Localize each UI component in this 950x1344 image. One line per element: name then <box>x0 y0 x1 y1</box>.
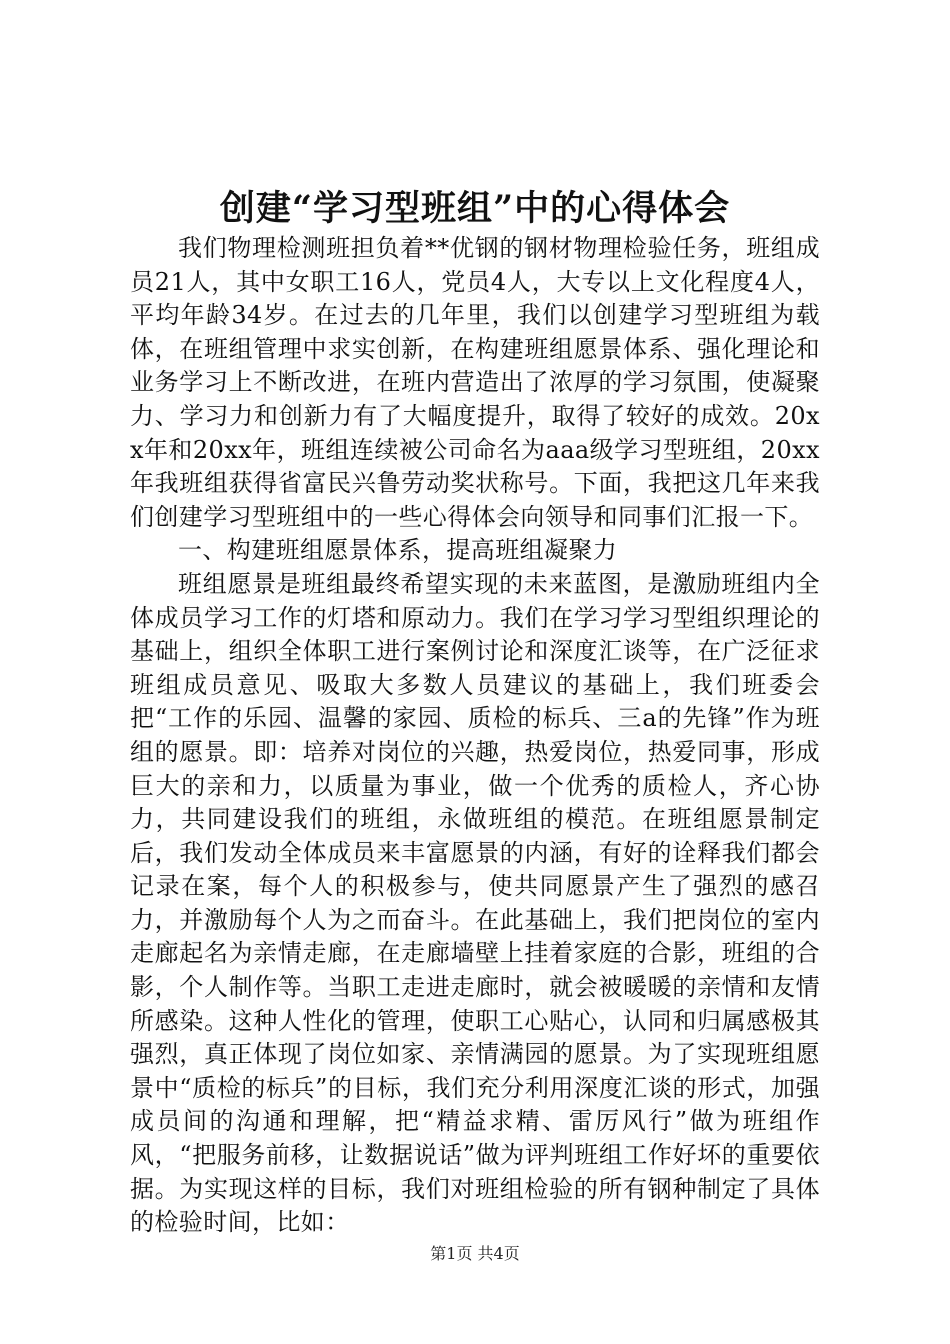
section-heading: 一、构建班组愿景体系，提高班组凝聚力 <box>178 536 618 565</box>
intro-paragraph: 我们物理检测班担负着**优钢的钢材物理检验任务，班组成员21人，其中女职工16人，党员4人，大专以上文化程度4人，平均年龄34岁。在过去的几年里，我们以创建学习型班组为载体，在班组管理中求实创新，在构建班组愿景体系、强化理论和业务学习上不断改进，在班内营造出了浓厚的学习氛围，使凝聚力、学习力和创新力有了大幅度提升，取得了较好的成效。20xx年和20xx年，班组连续被公司命名为aaa级学习型班组，20xx年我班组获得省富民兴鲁劳动奖状称号。下面，我把这几年来我们创建学习型班组中的一些心得体会向领导和同事们汇报一下。 <box>130 234 820 531</box>
document-title: 创建“学习型班组”中的心得体会 <box>219 188 731 229</box>
body-paragraph: 班组愿景是班组最终希望实现的未来蓝图，是激励班组内全体成员学习工作的灯塔和原动力。我们在学习学习型组织理论的基础上，组织全体职工进行案例讨论和深度汇谈等，在广泛征求班组成员意见、吸取大多数人员建议的基础上，我们班委会把“工作的乐园、温馨的家园、质检的标兵、三a的先锋”作为班组的愿景。即：培养对岗位的兴趣，热爱岗位，热爱同事，形成巨大的亲和力，以质量为事业，做一个优秀的质检人，齐心协力，共同建设我们的班组，永做班组的模范。在班组愿景制定后，我们发动全体成员来丰富愿景的内涵，有好的诠释我们都会记录在案，每个人的积极参与，使共同愿景产生了强烈的感召力，并激励每个人为之而奋斗。在此基础上，我们把岗位的室内走廊起名为亲情走廊，在走廊墙壁上挂着家庭的合影，班组的合影，个人制作等。当职工走进走廊时，就会被暖暖的亲情和友情所感染。这种人性化的管理，使职工心贴心，认同和归属感极其强烈，真正体现了岗位如家、亲情满园的愿景。为了实现班组愿景中“质检的标兵”的目标，我们充分利用深度汇谈的形式，加强成员间的沟通和理解，把“精益求精、雷厉风行”做为班组作风，“把服务前移，让数据说话”做为评判班组工作好坏的重要依据。为实现这样的目标，我们对班组检验的所有钢种制定了具体的检验时间，比如： <box>130 569 820 1237</box>
page-footer: 第1页 共4页 <box>430 1244 520 1263</box>
document-body <box>130 232 820 1240</box>
